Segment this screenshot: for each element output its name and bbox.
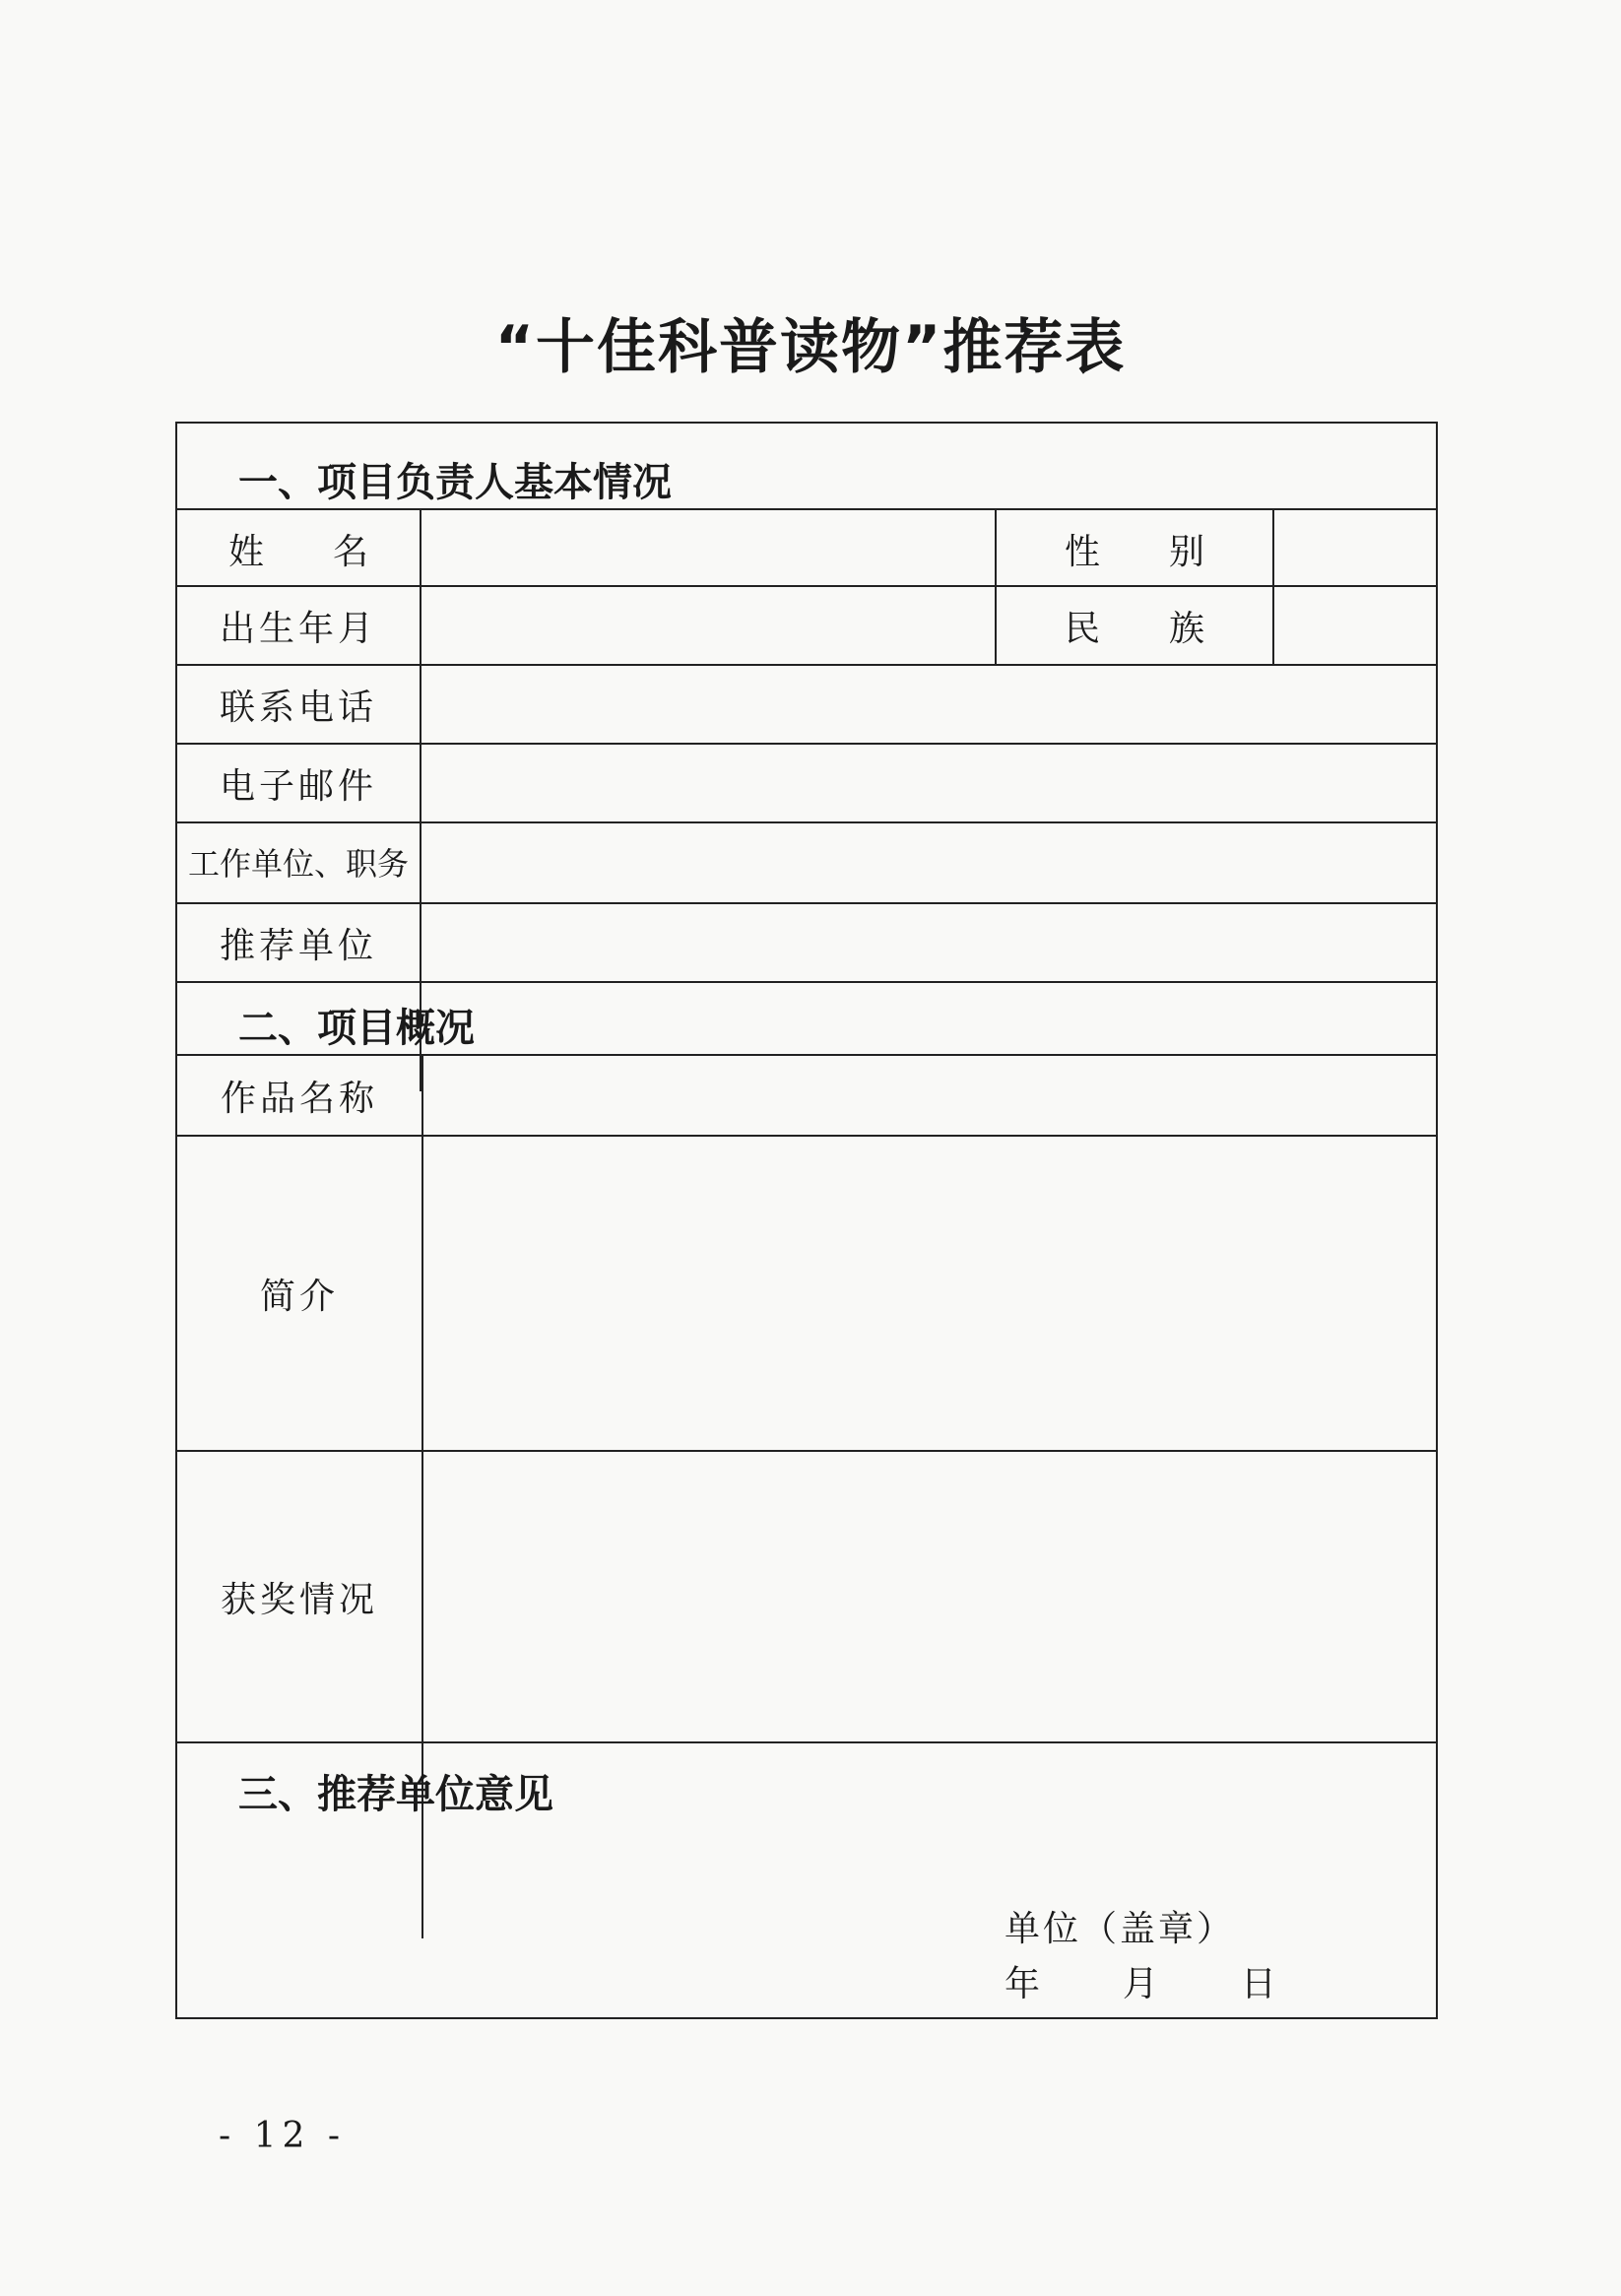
recommendation-form [175,422,1438,2019]
recommending-unit-field[interactable] [421,904,1436,981]
page-number: - 12 - [219,2116,347,2156]
ethnicity-label: 民 族 [1064,608,1205,649]
work-name-field[interactable] [423,1056,1436,1135]
awards-field[interactable] [423,1452,1436,1741]
work-name-label: 作品名称 [220,1078,378,1119]
name-label: 姓 名 [227,531,369,572]
phone-field[interactable] [421,666,1436,743]
unit-opinion-field[interactable] [177,1822,1436,1940]
phone-label: 联系电话 [219,687,377,728]
birth-date-field[interactable] [421,587,995,664]
workplace-position-label: 工作单位、职务 [187,845,409,883]
section-heading-unit-opinion: 三、推荐单位意见 [238,1772,553,1817]
birth-date-label: 出生年月 [219,608,377,649]
gender-field[interactable] [1274,510,1436,585]
recommending-unit-label: 推荐单位 [219,925,377,966]
page-title: “十佳科普读物”推荐表 [494,313,1127,382]
email-field[interactable] [421,745,1436,821]
gender-label: 性 别 [1064,531,1205,572]
stamp-line: 单位（盖章） [1005,1909,1236,1949]
date-year: 年 [1005,1964,1044,2004]
email-label: 电子邮件 [219,765,377,807]
section-heading-basic-info: 一、项目负责人基本情况 [238,460,672,505]
date-month: 月 [1122,1964,1161,2004]
awards-label: 获奖情况 [220,1579,378,1620]
section-heading-project-overview: 二、项目概况 [238,1006,475,1051]
date-day: 日 [1240,1964,1279,2004]
introduction-label: 简介 [259,1276,339,1317]
ethnicity-field[interactable] [1274,587,1436,664]
name-field[interactable] [421,510,995,585]
introduction-field[interactable] [423,1137,1436,1450]
date-line [1005,1956,1279,2006]
workplace-position-field[interactable] [421,823,1436,900]
